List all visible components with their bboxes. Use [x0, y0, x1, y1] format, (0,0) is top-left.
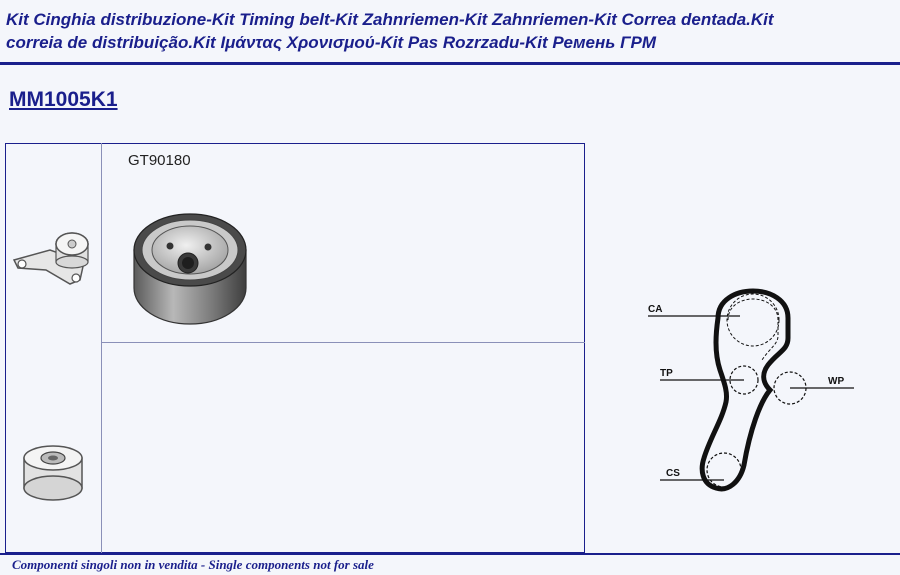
header-line-1: Kit Cinghia distribuzione-Kit Timing belt-Kit Zahnriemen-Kit Zahnriemen-Kit Correa dentada.Kit: [6, 10, 774, 29]
idler-pulley-icon: [18, 438, 88, 506]
label-wp: WP: [828, 376, 845, 387]
header-divider: [0, 62, 900, 65]
footer-note: Componenti singoli non in vendita - Single components not for sale: [12, 557, 374, 572]
page-header: [6, 8, 896, 54]
table-row-divider: [101, 342, 585, 343]
header-line-2: correia de distribuição.Kit Ιμάντας Χρονισμού-Kit Pas Rozrzadu-Kit Ремень ГРМ: [6, 33, 657, 52]
label-ca: CA: [648, 304, 663, 315]
parts-table: [5, 143, 585, 553]
table-column-divider: [101, 143, 102, 553]
tensioner-bracket-icon: [10, 222, 100, 292]
label-tp: TP: [660, 368, 673, 379]
footer-divider: [0, 553, 900, 555]
label-cs: CS: [666, 468, 680, 479]
belt-layout-diagram: [640, 270, 870, 500]
tensioner-pulley-image: [128, 210, 253, 330]
part-code: GT90180: [128, 152, 191, 169]
kit-code: MM1005K1: [9, 88, 118, 111]
